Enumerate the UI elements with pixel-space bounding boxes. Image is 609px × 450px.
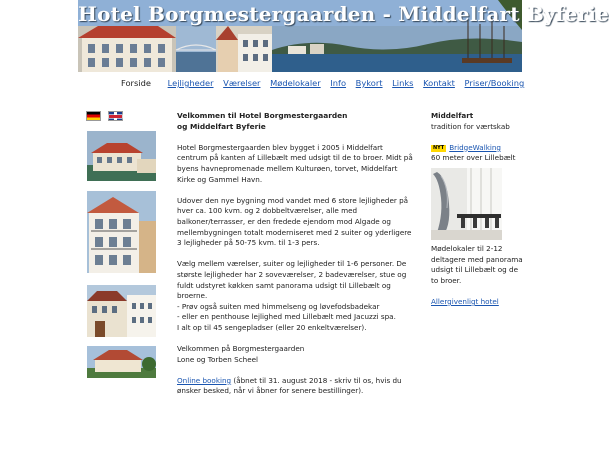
- right-sidebar: [431, 111, 523, 308]
- building-paragraph: Udover den nye bygning mod vandet med 6 store lejligheder på hver ca. 100 kvm. og 2 dobbeltværelser, alle med balkoner/terrasser, er den fredede ejendom mod Algade og mellembygningen totalt moderniseret med 2 suiter og yderligere 3 lejligheder på 50-75 kvm. til 1-3 pers.: [177, 195, 412, 248]
- header-banner: [78, 0, 609, 72]
- bridgewalking-text: 60 meter over Lillebælt: [431, 153, 516, 163]
- online-booking-link[interactable]: Online booking: [177, 375, 232, 385]
- german-flag-icon[interactable]: [86, 111, 101, 121]
- meeting-rooms-text: Mødelokaler til 2-12 deltagere med panorama udsigt til Lillebælt og de to broer.: [431, 243, 523, 285]
- photo-old-building: [87, 285, 156, 337]
- allergy-friendly-link[interactable]: Allergivenligt hotel: [431, 296, 499, 306]
- new-badge: NYT: [433, 144, 445, 151]
- photo-balconies: [87, 191, 156, 273]
- photo-hotel-harbour: [87, 131, 156, 181]
- nav-bykort[interactable]: Bykort: [355, 78, 383, 88]
- sidebar-heading: Middelfart: [431, 111, 474, 120]
- nav-forside[interactable]: Forside: [121, 78, 151, 88]
- welcome-title-line1: Velkommen til Hotel Borgmestergaarden: [177, 111, 348, 120]
- nav-vaerelser[interactable]: Værelser: [223, 78, 261, 88]
- rooms-paragraph: Vælg mellem værelser, suiter og lejligheder til 1-6 personer. De største lejligheder har 2 soveværelser, 2 badeværelser, stue og fuldt udstyret køkken samt panorama udsigt til Lillebælt og broerne. - Prøv også suiten med himmelseng og løvefodsbadekar - eller en penthouse lejlighed med Lillebælt med Jacuzzi spa. I alt op til 45 sengepladser (eller 20 enkeltværelser).: [177, 259, 407, 332]
- language-flags: [86, 111, 130, 130]
- nav-info[interactable]: Info: [330, 78, 347, 88]
- signature: Velkommen på Borgmestergaarden Lone og Torben Scheel: [177, 344, 305, 364]
- nav-links[interactable]: Links: [392, 78, 414, 88]
- intro-paragraph: Hotel Borgmestergaarden blev bygget i 2005 i Middelfart centrum på kanten af Lillebælt med udsigt til de to broer. Midt på byens havnepromenade mellem Kulturøen, torvet, Middelfart Kirke og Gammel Havn.: [177, 142, 413, 184]
- nav-priser-booking[interactable]: Priser/Booking: [464, 78, 525, 88]
- nav-lejligheder[interactable]: Lejligheder: [167, 78, 214, 88]
- main-nav: [121, 78, 525, 88]
- meeting-room-photo: [431, 168, 502, 240]
- sidebar-tagline: tradition for værtskab: [431, 121, 510, 131]
- nav-kontakt[interactable]: Kontakt: [423, 78, 455, 88]
- site-title: Hotel Borgmestergaarden - Middelfart Byferie: [78, 2, 609, 26]
- welcome-title-line2: og Middelfart Byferie: [177, 121, 266, 131]
- main-content: [177, 111, 413, 408]
- booking-paragraph: Online booking (åbnet til 31. august 2018 - skriv til os, hvis du ønsker besked, når vi åbner for senere bestillinger).: [177, 375, 402, 396]
- nav-modelokaler[interactable]: Mødelokaler: [270, 78, 321, 88]
- photo-house-garden: [87, 346, 156, 378]
- bridgewalking-link[interactable]: BridgeWalking: [449, 142, 501, 152]
- english-flag-icon[interactable]: [108, 111, 123, 121]
